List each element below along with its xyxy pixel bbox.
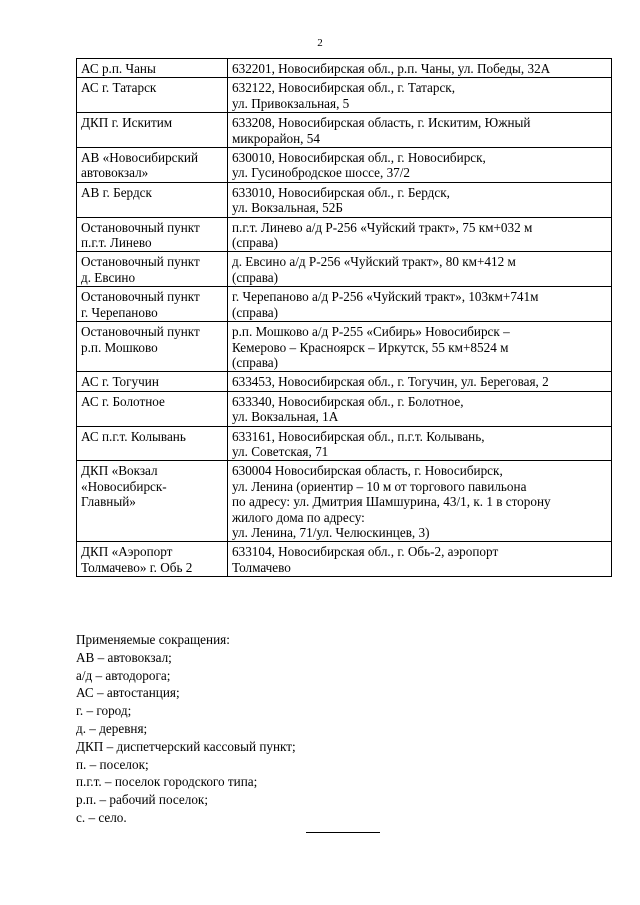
table-row — [77, 322, 612, 372]
stations-table — [76, 58, 612, 577]
table-row — [77, 78, 612, 113]
table-row — [77, 252, 612, 287]
abbreviation-item: п.г.т. – поселок городского типа; — [76, 774, 258, 790]
end-separator-line — [306, 832, 380, 833]
station-name: АС г. Татарск — [77, 78, 228, 113]
table-row — [77, 217, 612, 252]
abbreviation-item: ДКП – диспетчерский кассовый пункт; — [76, 738, 296, 754]
table-row — [77, 542, 612, 577]
station-address: 633340, Новосибирская обл., г. Болотное, ул. Вокзальная, 1А — [228, 391, 612, 426]
abbreviation-item: п. – поселок; — [76, 756, 149, 772]
page-number: 2 — [317, 37, 323, 49]
station-name: ДКП «Вокзал «Новосибирск- Главный» — [77, 461, 228, 542]
table-row — [77, 182, 612, 217]
station-name: Остановочный пункт д. Евсино — [77, 252, 228, 287]
station-name: Остановочный пункт р.п. Мошково — [77, 322, 228, 372]
station-name: ДКП «Аэропорт Толмачево» г. Обь 2 — [77, 542, 228, 577]
station-address: 630010, Новосибирская обл., г. Новосибирск, ул. Гусинобродское шоссе, 37/2 — [228, 148, 612, 183]
station-address: п.г.т. Линево а/д Р-256 «Чуйский тракт», 75 км+032 м (справа) — [228, 217, 612, 252]
table-row — [77, 113, 612, 148]
station-name: Остановочный пункт г. Черепаново — [77, 287, 228, 322]
abbreviation-item: г. – город; — [76, 703, 132, 719]
station-name: АС г. Тогучин — [77, 372, 228, 391]
station-address: 633208, Новосибирская область, г. Искитим, Южный микрорайон, 54 — [228, 113, 612, 148]
station-address: 633104, Новосибирская обл., г. Обь-2, аэропорт Толмачево — [228, 542, 612, 577]
table-row — [77, 426, 612, 461]
station-address: р.п. Мошково а/д Р-255 «Сибирь» Новосибирск – Кемерово – Красноярск – Иркутск, 55 км+8524 м (справа) — [228, 322, 612, 372]
station-name: АВ «Новосибирский автовокзал» — [77, 148, 228, 183]
abbreviation-item: а/д – автодорога; — [76, 667, 171, 683]
abbreviation-item: с. – село. — [76, 809, 127, 825]
station-name: Остановочный пункт п.г.т. Линево — [77, 217, 228, 252]
abbreviation-item: р.п. – рабочий поселок; — [76, 792, 208, 808]
station-address: 630004 Новосибирская область, г. Новосибирск, ул. Ленина (ориентир – 10 м от торгового павильона по адресу: ул. Дмитрия Шамшурина, 43/1, к. 1 в сторону жилого дома по адресу: ул. Ленина, 71/ул. Челюскинцев, 3) — [228, 461, 612, 542]
station-name: АВ г. Бердск — [77, 182, 228, 217]
table-row — [77, 461, 612, 542]
station-address: 633010, Новосибирская обл., г. Бердск, ул. Вокзальная, 52Б — [228, 182, 612, 217]
station-address: г. Черепаново а/д Р-256 «Чуйский тракт», 103км+741м (справа) — [228, 287, 612, 322]
abbreviation-item: д. – деревня; — [76, 720, 148, 736]
station-address: 633161, Новосибирская обл., п.г.т. Колывань, ул. Советская, 71 — [228, 426, 612, 461]
station-name: АС п.г.т. Колывань — [77, 426, 228, 461]
station-address: д. Евсино а/д Р-256 «Чуйский тракт», 80 км+412 м (справа) — [228, 252, 612, 287]
station-name: АС г. Болотное — [77, 391, 228, 426]
abbreviations-heading: Применяемые сокращения: — [76, 632, 230, 647]
station-address: 632122, Новосибирская обл., г. Татарск, ул. Привокзальная, 5 — [228, 78, 612, 113]
abbreviation-item: АВ – автовокзал; — [76, 649, 172, 665]
abbreviation-item: АС – автостанция; — [76, 685, 180, 701]
table-row — [77, 372, 612, 391]
station-name: ДКП г. Искитим — [77, 113, 228, 148]
table-row — [77, 59, 612, 78]
table-row — [77, 148, 612, 183]
table-row — [77, 287, 612, 322]
station-address: 633453, Новосибирская обл., г. Тогучин, ул. Береговая, 2 — [228, 372, 612, 391]
table-row — [77, 391, 612, 426]
station-name: АС р.п. Чаны — [77, 59, 228, 78]
abbreviations-section — [76, 631, 296, 827]
station-address: 632201, Новосибирская обл., р.п. Чаны, ул. Победы, 32А — [228, 59, 612, 78]
